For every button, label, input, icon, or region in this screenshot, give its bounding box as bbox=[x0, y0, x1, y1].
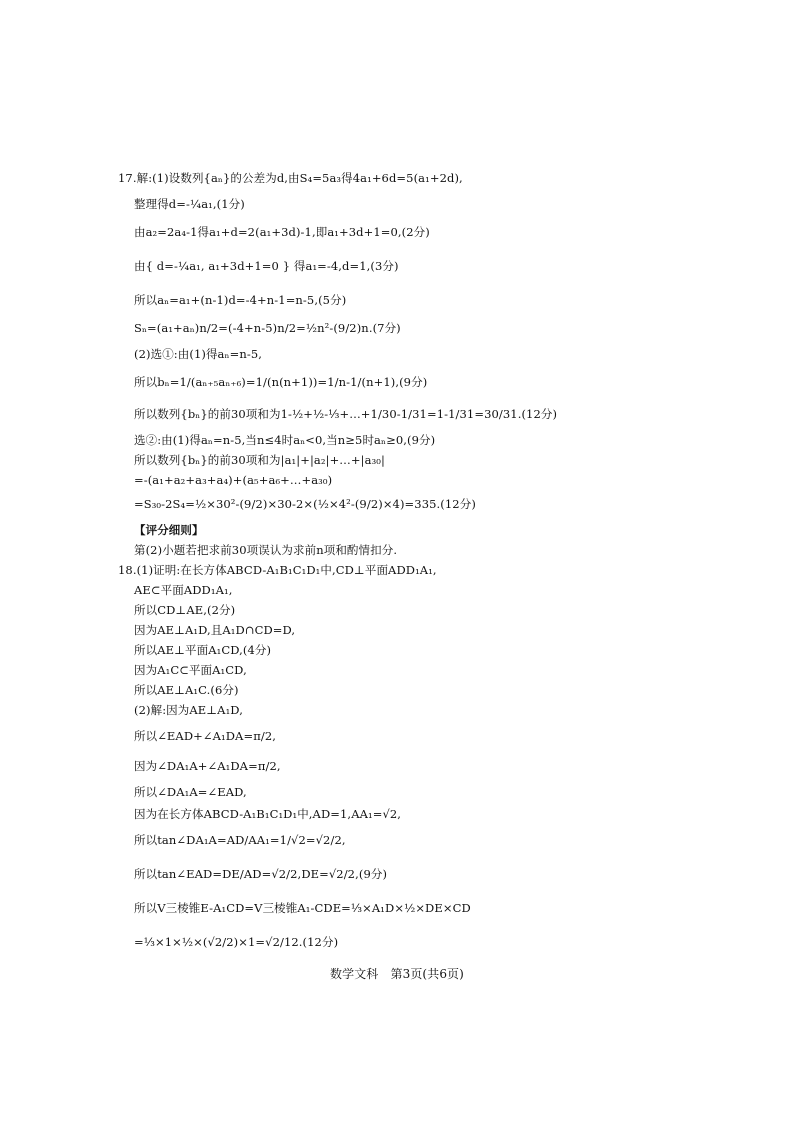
line-16: 18.(1)证明:在长方体ABCD-A₁B₁C₁D₁中,CD⊥平面ADD₁A₁, bbox=[118, 563, 437, 577]
line-18: 所以CD⊥AE,(2分) bbox=[134, 603, 236, 617]
line-6: Sₙ=(a₁+aₙ)n/2=(-4+n-5)n/2=½n²-(9/2)n.(7分) bbox=[134, 321, 401, 335]
line-21: 因为A₁C⊂平面A₁CD, bbox=[134, 663, 247, 677]
line-15: 第(2)小题若把求前30项误认为求前n项和酌情扣分. bbox=[134, 543, 398, 557]
line-2: 整理得d=-¼a₁,(1分) bbox=[134, 197, 245, 211]
line-20: 所以AE⊥平面A₁CD,(4分) bbox=[134, 643, 272, 657]
line-7: (2)选①:由(1)得aₙ=n-5, bbox=[134, 347, 262, 361]
line-26: 所以∠DA₁A=∠EAD, bbox=[134, 785, 247, 799]
line-13: =S₃₀-2S₄=½×30²-(9/2)×30-2×(½×4²-(9/2)×4)=335.(12分) bbox=[134, 497, 476, 511]
page-footer: 数学文科 第3页(共6页) bbox=[330, 967, 464, 981]
line-28: 所以tan∠DA₁A=AD/AA₁=1/√2=√2/2, bbox=[134, 833, 346, 847]
line-30: 所以V三棱锥E-A₁CD=V三棱锥A₁-CDE=⅓×A₁D×½×DE×CD bbox=[134, 901, 471, 915]
line-25: 因为∠DA₁A+∠A₁DA=π/2, bbox=[134, 759, 281, 773]
line-23: (2)解:因为AE⊥A₁D, bbox=[134, 703, 243, 717]
line-12: =-(a₁+a₂+a₃+a₄)+(a₅+a₆+…+a₃₀) bbox=[134, 473, 333, 487]
line-31: =⅓×1×½×(√2/2)×1=√2/12.(12分) bbox=[134, 935, 339, 949]
line-8: 所以bₙ=1/(aₙ₊₅aₙ₊₆)=1/(n(n+1))=1/n-1/(n+1),(9分) bbox=[134, 375, 428, 389]
line-3: 由a₂=2a₄-1得a₁+d=2(a₁+3d)-1,即a₁+3d+1=0,(2分) bbox=[134, 225, 430, 239]
line-24: 所以∠EAD+∠A₁DA=π/2, bbox=[134, 729, 277, 743]
line-11: 所以数列{bₙ}的前30项和为|a₁|+|a₂|+…+|a₃₀| bbox=[134, 453, 385, 467]
line-10: 选②:由(1)得aₙ=n-5,当n≤4时aₙ<0,当n≥5时aₙ≥0,(9分) bbox=[134, 433, 436, 447]
line-22: 所以AE⊥A₁C.(6分) bbox=[134, 683, 239, 697]
line-27: 因为在长方体ABCD-A₁B₁C₁D₁中,AD=1,AA₁=√2, bbox=[134, 807, 402, 821]
line-9: 所以数列{bₙ}的前30项和为1-½+½-⅓+…+1/30-1/31=1-1/31=30/31.(12分) bbox=[134, 407, 558, 421]
line-19: 因为AE⊥A₁D,且A₁D∩CD=D, bbox=[134, 623, 296, 637]
section-heading-scoring: 【评分细则】 bbox=[134, 523, 204, 537]
line-5: 所以aₙ=a₁+(n-1)d=-4+n-1=n-5,(5分) bbox=[134, 293, 347, 307]
line-29: 所以tan∠EAD=DE/AD=√2/2,DE=√2/2,(9分) bbox=[134, 867, 388, 881]
line-17: AE⊂平面ADD₁A₁, bbox=[134, 583, 233, 597]
line-4: 由{ d=-¼a₁, a₁+3d+1=0 } 得a₁=-4,d=1,(3分) bbox=[134, 259, 399, 273]
line-1: 17.解:(1)设数列{aₙ}的公差为d,由S₄=5a₃得4a₁+6d=5(a₁+2d), bbox=[118, 171, 463, 185]
